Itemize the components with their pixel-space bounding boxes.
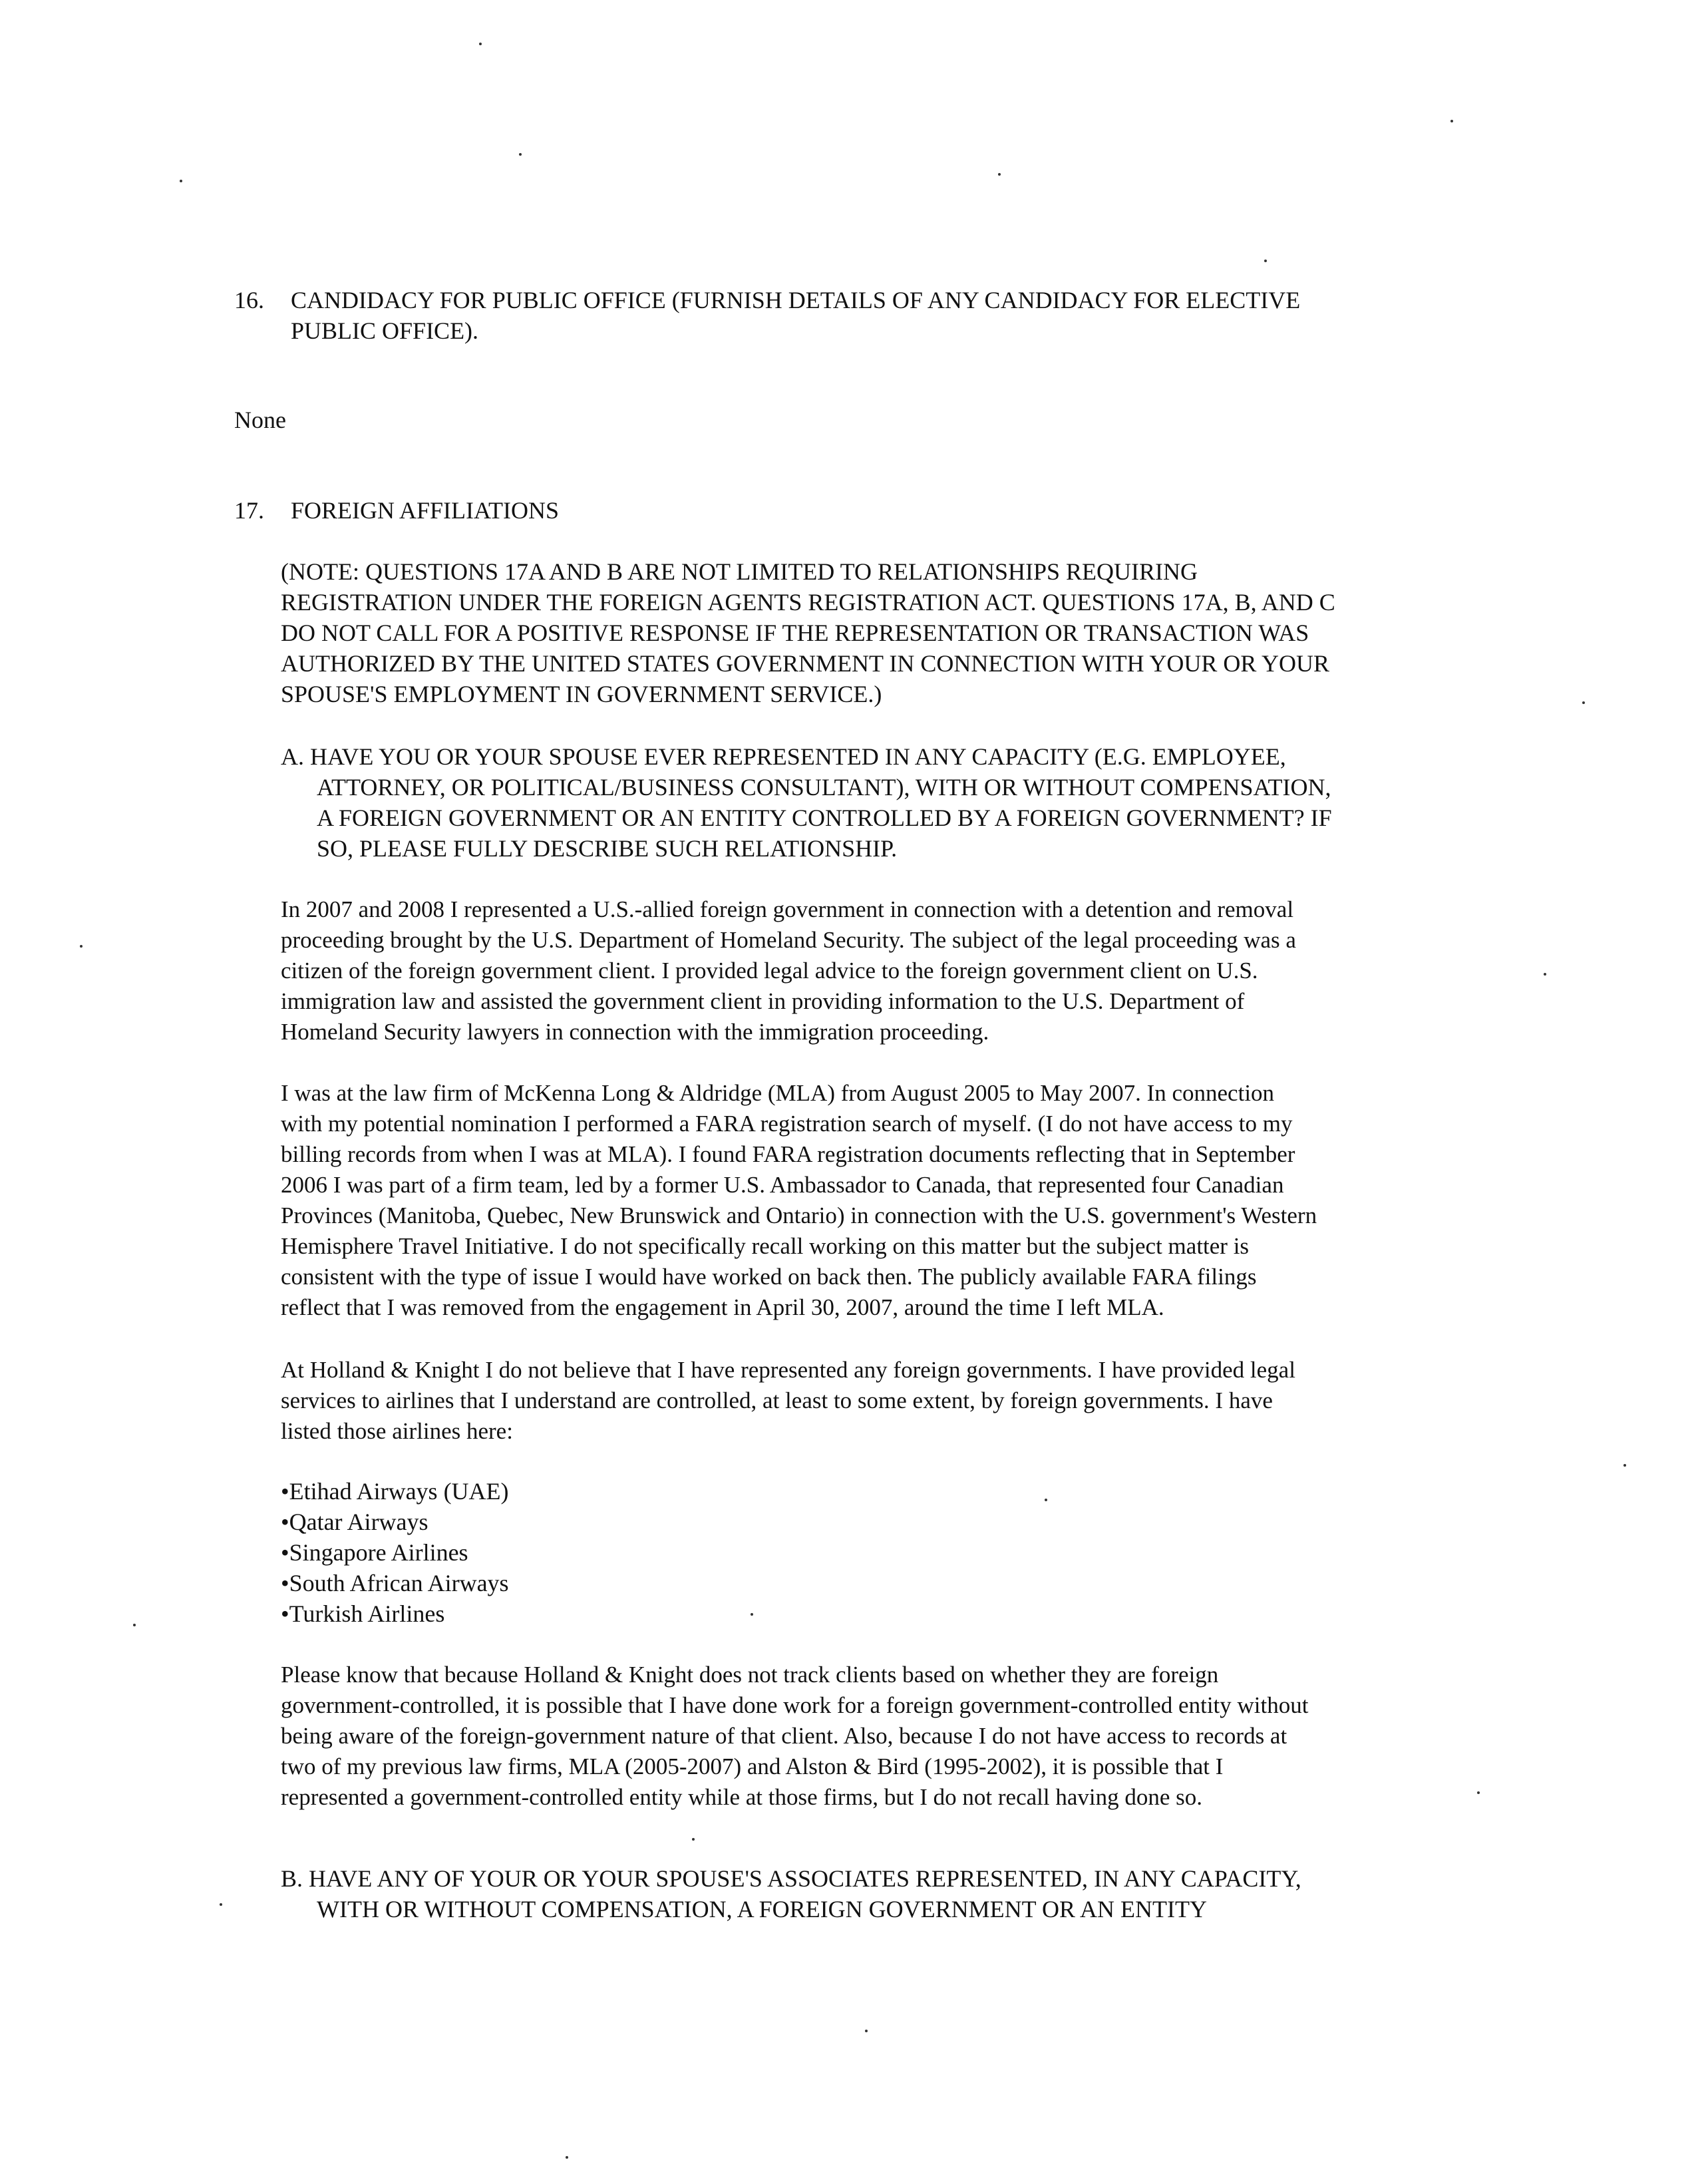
q17a-para2-line6: Hemisphere Travel Initiative. I do not specifically recall working on this matter but the subject matter is [281, 1233, 1250, 1259]
q17-note-line4: AUTHORIZED BY THE UNITED STATES GOVERNMENT IN CONNECTION WITH YOUR OR YOUR [281, 650, 1330, 677]
scan-speck [1450, 120, 1453, 122]
scan-speck [180, 180, 182, 182]
q17a-para2-line7: consistent with the type of issue I would have worked on back then. The publicly available FARA filings [281, 1264, 1257, 1290]
q17a-para2-line3: billing records from when I was at MLA). I found FARA registration documents reflecting that in September [281, 1141, 1295, 1167]
scan-speck [1623, 1464, 1626, 1467]
list-item: •South African Airways [281, 1570, 509, 1596]
q16-number: 16. [234, 287, 264, 313]
list-item: •Etihad Airways (UAE) [281, 1478, 509, 1505]
scan-speck [1582, 701, 1585, 704]
q17a-para4-line4: two of my previous law firms, MLA (2005-2007) and Alston & Bird (1995-2002), it is possible that I [281, 1753, 1224, 1779]
q17a-para3-line1: At Holland & Knight I do not believe that I have represented any foreign governments. I have provided legal [281, 1357, 1295, 1383]
q17a-label-line1: A. HAVE YOU OR YOUR SPOUSE EVER REPRESENTED IN ANY CAPACITY (E.G. EMPLOYEE, [281, 743, 1286, 770]
q17a-para1-line2: proceeding brought by the U.S. Department of Homeland Security. The subject of the legal proceeding was a [281, 927, 1296, 953]
scan-speck [751, 1613, 753, 1616]
q17-note-line1: (NOTE: QUESTIONS 17A AND B ARE NOT LIMITED TO RELATIONSHIPS REQUIRING [281, 558, 1198, 585]
q17-note-line2: REGISTRATION UNDER THE FOREIGN AGENTS REGISTRATION ACT. QUESTIONS 17A, B, AND C [281, 589, 1335, 616]
q17a-para4-line5: represented a government-controlled entity while at those firms, but I do not recall having done so. [281, 1784, 1203, 1810]
q17b-label-line2: WITH OR WITHOUT COMPENSATION, A FOREIGN GOVERNMENT OR AN ENTITY [317, 1896, 1207, 1922]
q17a-label-line3: A FOREIGN GOVERNMENT OR AN ENTITY CONTROLLED BY A FOREIGN GOVERNMENT? IF [317, 805, 1332, 831]
scan-speck [865, 2030, 868, 2032]
q17a-para4-line2: government-controlled, it is possible that I have done work for a foreign government-controlled entity without [281, 1692, 1309, 1718]
list-item: •Qatar Airways [281, 1509, 428, 1535]
q17-number: 17. [234, 497, 264, 524]
scan-speck [133, 1624, 136, 1626]
q17a-para4-line1: Please know that because Holland & Knight does not track clients based on whether they are foreign [281, 1662, 1219, 1688]
q16-heading-line1: CANDIDACY FOR PUBLIC OFFICE (FURNISH DETAILS OF ANY CANDIDACY FOR ELECTIVE [291, 287, 1301, 313]
q17a-para4-line3: being aware of the foreign-government nature of that client. Also, because I do not have access to records at [281, 1723, 1287, 1749]
scan-speck [692, 1838, 695, 1841]
scan-speck [220, 1903, 222, 1906]
scan-speck [519, 153, 522, 156]
q17a-para3-line2: services to airlines that I understand are controlled, at least to some extent, by foreign governments. I have [281, 1387, 1273, 1413]
q17-heading: FOREIGN AFFILIATIONS [291, 497, 560, 524]
q17a-para2-line4: 2006 I was part of a firm team, led by a former U.S. Ambassador to Canada, that represented four Canadian [281, 1172, 1284, 1198]
scan-speck [1264, 260, 1267, 262]
q17b-label-line1: B. HAVE ANY OF YOUR OR YOUR SPOUSE'S ASSOCIATES REPRESENTED, IN ANY CAPACITY, [281, 1865, 1301, 1892]
q17a-para2-line2: with my potential nomination I performed a FARA registration search of myself. (I do not have access to my [281, 1111, 1293, 1137]
q17a-para3-line3: listed those airlines here: [281, 1418, 513, 1444]
q17a-para2-line1: I was at the law firm of McKenna Long & Aldridge (MLA) from August 2005 to May 2007. In connection [281, 1080, 1275, 1106]
q17a-para2-line8: reflect that I was removed from the engagement in April 30, 2007, around the time I left MLA. [281, 1294, 1164, 1320]
q17-note-line5: SPOUSE'S EMPLOYMENT IN GOVERNMENT SERVICE.) [281, 681, 882, 707]
scan-speck [1045, 1499, 1047, 1501]
scan-speck [998, 173, 1001, 176]
q17-note-line3: DO NOT CALL FOR A POSITIVE RESPONSE IF THE REPRESENTATION OR TRANSACTION WAS [281, 620, 1309, 646]
q17a-para1-line4: immigration law and assisted the government client in providing information to the U.S. Department of [281, 988, 1245, 1014]
scan-speck [1477, 1791, 1480, 1794]
q17a-label-line4: SO, PLEASE FULLY DESCRIBE SUCH RELATIONSHIP. [317, 835, 898, 862]
q17a-para1-line5: Homeland Security lawyers in connection with the immigration proceeding. [281, 1019, 989, 1045]
q17a-para1-line1: In 2007 and 2008 I represented a U.S.-allied foreign government in connection with a detention and removal [281, 896, 1294, 922]
scan-speck [80, 945, 83, 948]
scan-speck [566, 2156, 568, 2159]
scan-speck [1544, 973, 1546, 976]
list-item: •Turkish Airlines [281, 1600, 445, 1627]
list-item: •Singapore Airlines [281, 1539, 468, 1566]
q17a-label-line2: ATTORNEY, OR POLITICAL/BUSINESS CONSULTANT), WITH OR WITHOUT COMPENSATION, [317, 774, 1331, 801]
q17a-para2-line5: Provinces (Manitoba, Quebec, New Brunswick and Ontario) in connection with the U.S. government's Western [281, 1202, 1317, 1228]
airlines-list [281, 1476, 509, 1629]
q17a-para1-line3: citizen of the foreign government client. I provided legal advice to the foreign government client on U.S. [281, 958, 1258, 984]
q16-heading-line2: PUBLIC OFFICE). [291, 317, 479, 344]
scan-speck [479, 43, 482, 45]
q16-answer: None [234, 407, 286, 433]
